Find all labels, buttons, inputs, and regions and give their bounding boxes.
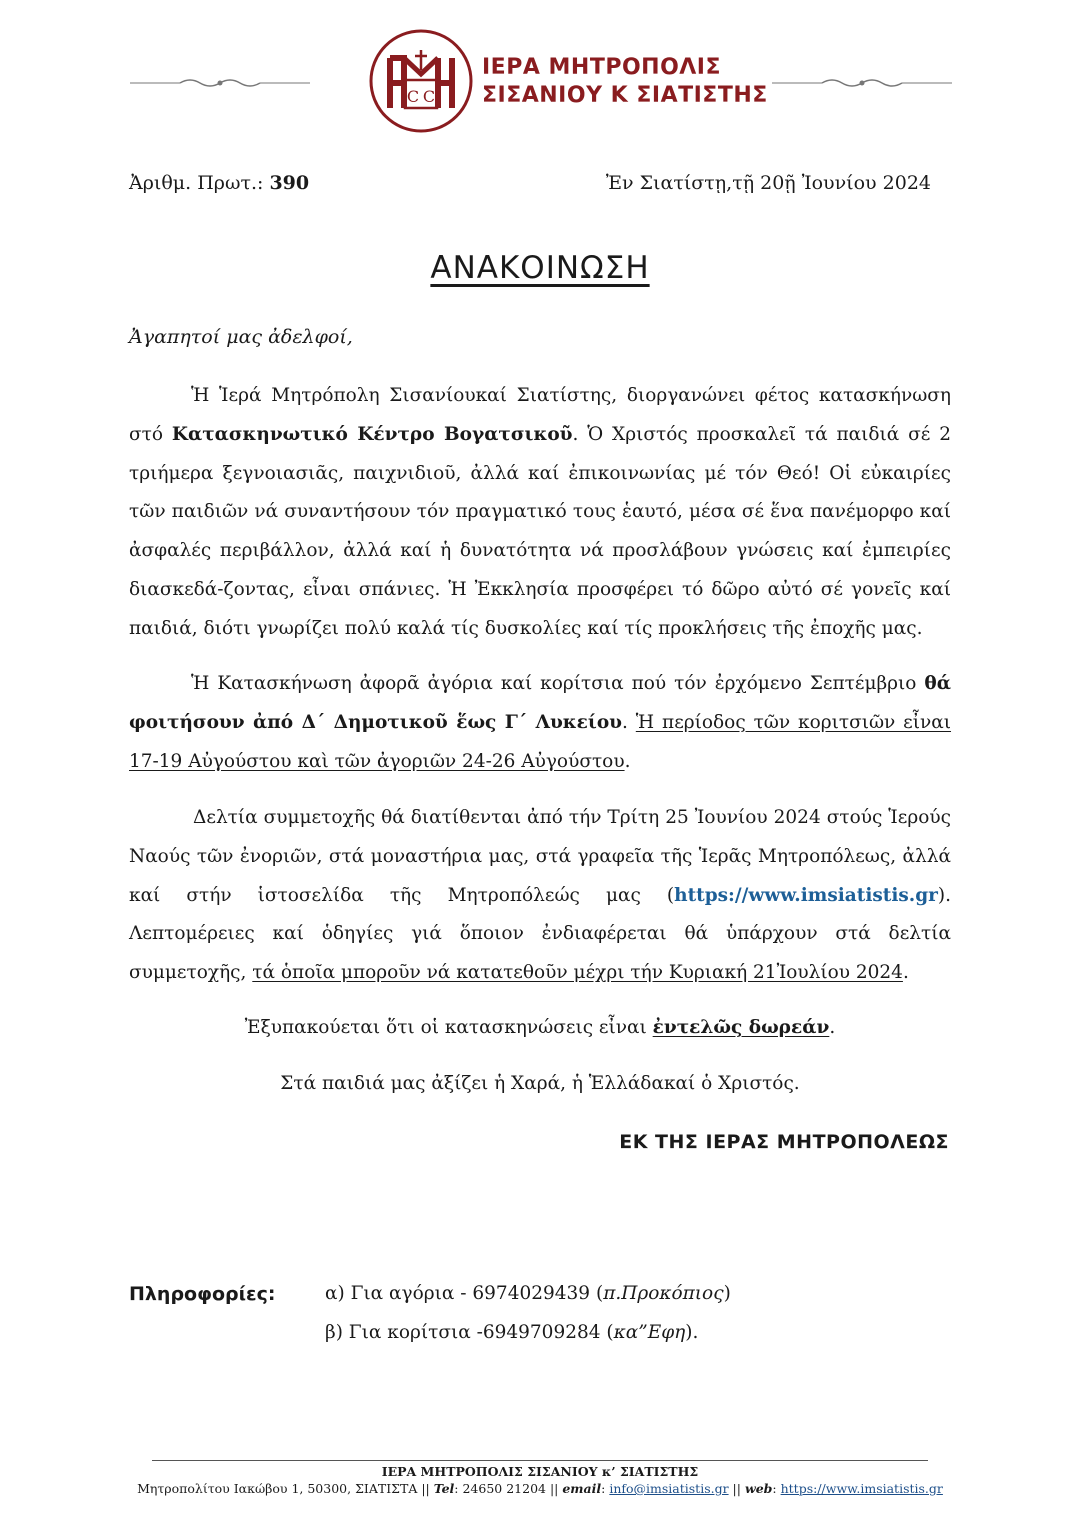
- text-span: .: [624, 750, 631, 772]
- camp-center-name: Κατασκηνωτικό Κέντρο Βογατσικοῦ: [171, 423, 573, 445]
- text-span: .: [829, 1017, 836, 1038]
- text-span: .: [622, 711, 636, 733]
- metropolis-heading-line2: ΣΙΣΑΝΙΟΥ Κ ΣΙΑΤΙΣΤΗΣ: [482, 83, 768, 108]
- footer-address: Μητροπολίτου Ιακώβου 1, 50300, ΣΙΑΤΙΣΤΑ ||: [137, 1481, 434, 1496]
- metropolis-seal-logo: [368, 28, 474, 134]
- contact-name: κα”Εφη: [613, 1322, 686, 1343]
- info-boys-contact: [325, 1283, 731, 1304]
- text-span: Ἐξυπακούεται ὅτι οἱ κατασκηνώσεις εἶναι: [244, 1017, 653, 1038]
- footer-tel: : 24650 21204 ||: [454, 1481, 563, 1496]
- text-span: Δελτία συμμετοχῆς θά διατίθενται ἀπό τήν Τρίτη 25 Ἰουνίου 2024 στούς Ἱερούς Ναούς τῶν ἐνοριῶν, στά μοναστήρια μας, στά γραφεῖα τῆς Ἱερᾶς Μητροπόλεως, ἀλλά καί στήν ἱστοσελίδα τῆς Μητροπόλεώς μας (: [129, 807, 951, 906]
- email-label: email: [562, 1481, 602, 1496]
- text-span: ||: [728, 1481, 745, 1496]
- footer-email-link[interactable]: info@imsiatistis.gr: [609, 1481, 729, 1496]
- text-span: Ἡ Ἱερά Μητρόπολη Σισανίουκαί Σιατίστης, διοργανώνει φέτος κατασκήνωση στό: [129, 385, 951, 445]
- paragraph-eligibility: [129, 665, 951, 781]
- eligible-grades: θά φοιτήσουν ἀπό Δ΄ Δημοτικοῦ ἕως Γ΄ Λυκείου: [129, 673, 951, 733]
- text-span: α) Για αγόρια - 6974029439 (: [325, 1283, 604, 1304]
- text-span: β) Για κορίτσια -6949709284 (: [325, 1322, 614, 1343]
- closing-line: Στά παιδιά μας ἀξίζει ἡ Χαρά, ἡ Ἑλλάδακαί ὁ Χριστός.: [280, 1073, 800, 1094]
- paragraph-applications: [129, 799, 951, 993]
- metropolis-heading: [482, 54, 768, 110]
- text-span: . Ὁ Χριστός προσκαλεῖ τά παιδιά σέ 2 τριήμερα ξεγνοιασιᾶς, παιχνιδιοῦ, ἀλλά καί ἐπικοινωνίας μέ τόν Θεό! Οἱ εὐκαιρίες τῶν παιδιῶν νά συναντήσουν τόν πραγματικό τους ἑαυτό, μέσα σέ ἕνα πανέμορφο καί ἀσφαλές περιβάλλον, ἀλλά καί ἡ δυνατότητα νά προσλάβουν γνώσεις καί ἐμπειρίες διασκεδά-ζοντας, εἶναι σπάνιες. Ἡ Ἐκκλησία προσφέρει τό δῶρο αὐτό σέ γονεῖς καί παιδιά, διότι γνωρίζει πολύ καλά τίς δυσκολίες καί τίς προκλήσεις τῆς ἐποχῆς μας.: [129, 423, 951, 639]
- text-span: ).: [685, 1322, 699, 1343]
- footer-title: ΙΕΡΑ ΜΗΤΡΟΠΟΛΙΣ ΣΙΣΑΝΙΟΥ κ’ ΣΙΑΤΙΣΤΗΣ: [381, 1464, 699, 1479]
- free-emphasis: ἐντελῶς δωρεάν: [652, 1017, 830, 1038]
- camp-periods: Ἡ περίοδος τῶν κοριτσιῶν εἶναι 17-19 Αὐγούστου καὶ τῶν ἀγοριῶν 24-26 Αὐγούστου: [129, 711, 952, 772]
- metropolis-heading-line1: ΙΕΡΑ ΜΗΤΡΟΠΟΛΙΣ: [482, 55, 722, 80]
- svg-text:C: C: [422, 87, 436, 106]
- footer-web-link[interactable]: https://www.imsiatistis.gr: [780, 1481, 943, 1496]
- website-link[interactable]: https://www.imsiatistis.gr: [674, 884, 938, 906]
- protocol-value: 390: [269, 172, 310, 194]
- footer-contact: [0, 1481, 1080, 1496]
- free-of-charge-note: [0, 1017, 1080, 1038]
- ornament-divider-right: [772, 76, 952, 90]
- submission-deadline: τά ὁποῖα μποροῦν νά κατατεθοῦν μέχρι τήν Κυριακή 21Ἰουλίου 2024: [252, 962, 903, 984]
- paragraph-camp-intro: [129, 377, 951, 649]
- web-label: web: [744, 1481, 773, 1496]
- ornament-divider-left: [130, 76, 310, 90]
- text-span: ). Λεπτομέρειες καί ὁδηγίες γιά ὅποιον ἐνδιαφέρεται θά ὑπάρχουν στά δελτία συμμετοχῆς,: [129, 884, 951, 984]
- document-date: Ἐν Σιατίστῃ,τῇ 20ῇ Ἰουνίου 2024: [605, 172, 931, 194]
- protocol-number: [129, 172, 309, 194]
- protocol-label: Ἀριθμ. Πρωτ.:: [129, 172, 264, 194]
- footer-divider: [152, 1460, 928, 1461]
- text-span: Ἡ Κατασκήνωση ἀφορᾶ ἀγόρια καί κορίτσια πού τόν ἐρχόμενο Σεπτέμβριο: [191, 673, 925, 694]
- text-span: .: [902, 962, 909, 984]
- contact-name: π.Προκόπιος: [603, 1283, 724, 1304]
- text-span: :: [772, 1481, 781, 1496]
- info-girls-contact: [325, 1322, 698, 1343]
- greeting: Ἀγαπητοί μας ἀδελφοί,: [129, 326, 353, 348]
- svg-text:C: C: [406, 87, 420, 106]
- page-title: ΑΝΑΚΟΙΝΩΣΗ: [430, 250, 650, 286]
- signature: ΕΚ ΤΗΣ ΙΕΡΑΣ ΜΗΤΡΟΠΟΛΕΩΣ: [619, 1131, 949, 1153]
- text-span: :: [601, 1481, 610, 1496]
- text-span: ): [723, 1283, 731, 1304]
- tel-label: Tel: [433, 1481, 455, 1496]
- info-label: Πληροφορίες:: [129, 1283, 276, 1305]
